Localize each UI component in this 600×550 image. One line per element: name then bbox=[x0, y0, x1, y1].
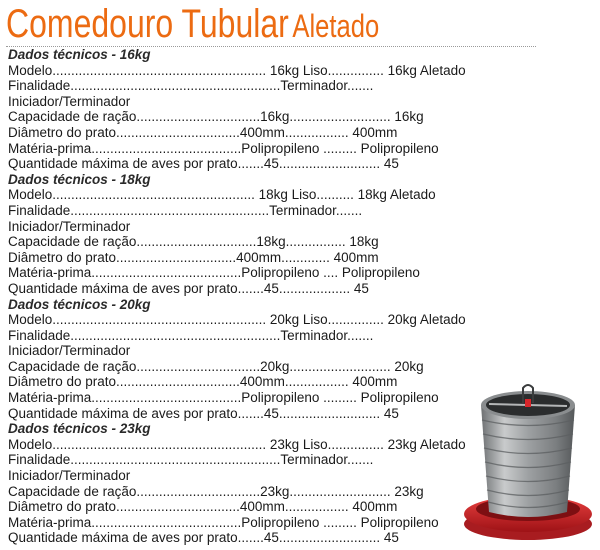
spec-line-finalidade: Finalidade........................................................Terminador....... bbox=[8, 452, 374, 468]
spec-line-diametro: Diâmetro do prato................................400mm............. 400mm bbox=[8, 249, 379, 265]
spec-line-materia: Matéria-prima........................................Polipropileno .... Polipropileno bbox=[8, 265, 420, 281]
section-heading: Dados técnicos - 20kg bbox=[8, 296, 151, 312]
section-heading: Dados técnicos - 23kg bbox=[8, 421, 151, 437]
spec-line-diametro: Diâmetro do prato.................................400mm................. 400mm bbox=[8, 499, 398, 515]
tubular-feeder-image bbox=[463, 382, 593, 542]
spec-line-diametro: Diâmetro do prato.................................400mm................. 400mm bbox=[8, 374, 398, 390]
title-suffix: Aletado bbox=[292, 8, 380, 44]
spec-line-capacidade: Capacidade de ração.................................23kg........................... 23kg bbox=[8, 483, 424, 499]
spec-line-capacidade: Capacidade de ração.................................20kg........................... 20kg bbox=[8, 358, 424, 374]
spec-line-materia: Matéria-prima........................................Polipropileno ......... Polipropileno bbox=[8, 140, 439, 156]
section-heading: Dados técnicos - 18kg bbox=[8, 171, 151, 187]
spec-line-capacidade: Capacidade de ração................................18kg................ 18kg bbox=[8, 234, 379, 250]
spec-line-finalidade: Finalidade........................................................Terminador....... bbox=[8, 327, 374, 343]
spec-line-quantidade: Quantidade máxima de aves por prato.......45........................... 45 bbox=[8, 405, 399, 421]
spec-line-finalidade: Finalidade.....................................................Terminador....... bbox=[8, 202, 363, 218]
spec-line-finalidade-cont: Iniciador/Terminador bbox=[8, 218, 131, 234]
spec-line-capacidade: Capacidade de ração.................................16kg........................... 16kg bbox=[8, 109, 424, 125]
spec-line-modelo: Modelo...................................................... 18kg Liso.......... 18kg Aletado bbox=[8, 187, 436, 203]
spec-line-materia: Matéria-prima........................................Polipropileno ......... Polipropileno bbox=[8, 514, 439, 530]
section-heading: Dados técnicos - 16kg bbox=[8, 47, 151, 62]
title-main: Comedouro Tubular bbox=[6, 2, 289, 46]
spec-line-finalidade-cont: Iniciador/Terminador bbox=[8, 468, 131, 484]
spec-line-finalidade-cont: Iniciador/Terminador bbox=[8, 343, 131, 359]
spec-line-diametro: Diâmetro do prato.................................400mm................. 400mm bbox=[8, 124, 398, 140]
spec-line-modelo: Modelo......................................................... 16kg Liso............... 16kg Aletado bbox=[8, 62, 466, 78]
spec-line-finalidade-cont: Iniciador/Terminador bbox=[8, 93, 131, 109]
spec-line-materia: Matéria-prima........................................Polipropileno ......... Polipropileno bbox=[8, 390, 439, 406]
spec-line-finalidade: Finalidade........................................................Terminador....... bbox=[8, 78, 374, 94]
spec-line-modelo: Modelo......................................................... 23kg Liso............... 23kg Aletado bbox=[8, 436, 466, 452]
spec-section-16kg bbox=[8, 47, 568, 172]
spec-section-18kg bbox=[8, 172, 568, 297]
spec-line-quantidade: Quantidade máxima de aves por prato.......45........................... 45 bbox=[8, 156, 399, 172]
spec-line-quantidade: Quantidade máxima de aves por prato.......45........................... 45 bbox=[8, 530, 399, 546]
spec-line-modelo: Modelo......................................................... 20kg Liso............... 20kg Aletado bbox=[8, 312, 466, 328]
spec-line-quantidade: Quantidade máxima de aves por prato.......45................... 45 bbox=[8, 280, 369, 296]
